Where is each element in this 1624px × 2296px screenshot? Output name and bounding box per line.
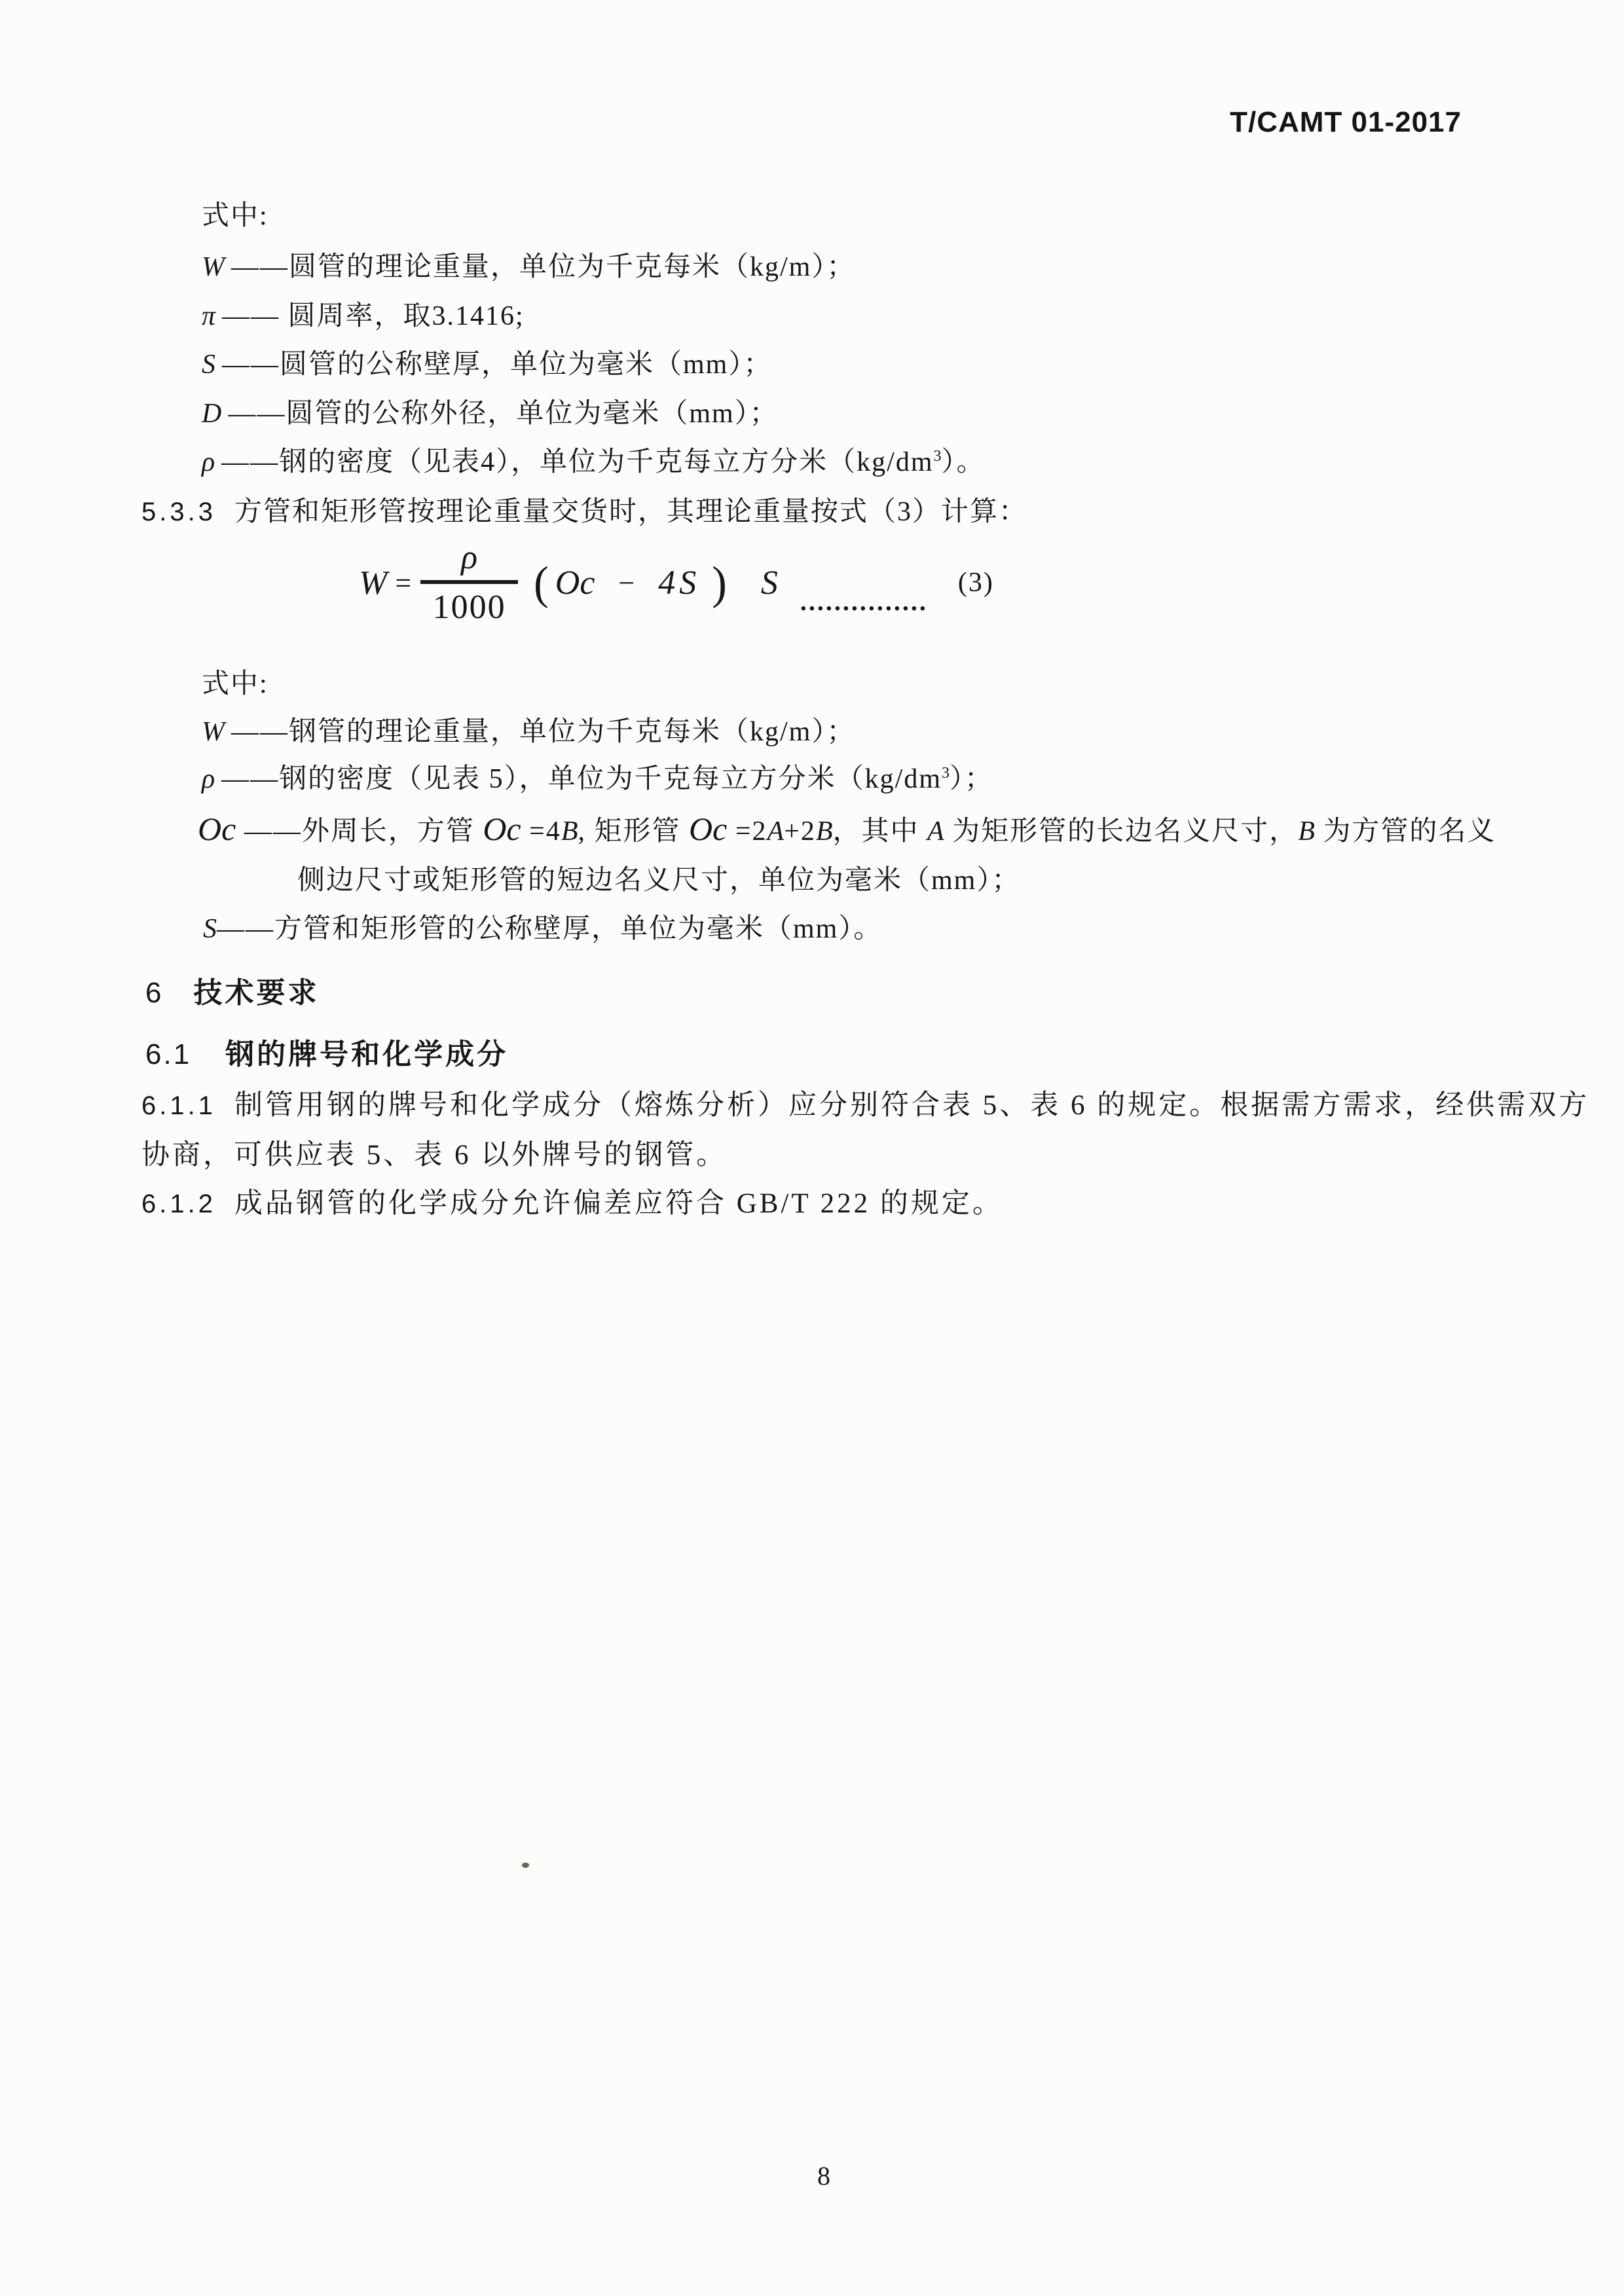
variable-a: A	[767, 816, 784, 847]
text: 为矩形管的长边名义尺寸，	[944, 816, 1299, 847]
superscript-3: 3	[942, 765, 950, 782]
fraction-numerator: ρ	[420, 541, 518, 584]
definition-s-circular	[202, 349, 772, 380]
clause-6-1-1-line-1	[141, 1089, 1589, 1121]
definition-w-pipe	[202, 716, 855, 748]
definition-text: ——圆管的公称外径，单位为毫米（mm）；	[228, 399, 779, 429]
symbol-oc: Oc	[198, 811, 236, 847]
definition-rho-2	[202, 763, 993, 795]
definition-text: ——钢的密度（见表4），单位为千克每立方分米（kg/dm	[221, 447, 934, 477]
clause-text: 成品钢管的化学成分允许偏差应符合 GB/T 222 的规定。	[234, 1188, 1003, 1219]
definition-text-end: ）。	[941, 447, 986, 477]
equation-lhs: W	[359, 564, 388, 602]
definition-oc	[198, 811, 1496, 848]
text: ——外周长，方管	[236, 816, 483, 847]
symbol-rho: ρ	[202, 764, 215, 794]
text: ，其中	[832, 816, 928, 847]
symbol-s: S	[203, 914, 217, 944]
standard-number: T/CAMT 01-2017	[1230, 106, 1462, 138]
section-title: 钢的牌号和化学成分	[225, 1038, 509, 1070]
text: +2	[784, 816, 816, 847]
text: =4	[521, 816, 561, 847]
definition-text: ——方管和矩形管的公称壁厚，单位为毫米（mm）。	[217, 914, 883, 944]
symbol-oc: Oc	[483, 811, 521, 847]
definition-text: ——钢的密度（见表 5），单位为千克每立方分米（kg/dm	[221, 764, 942, 794]
clause-number: 5.3.3	[141, 498, 216, 526]
term-4s: 4S	[658, 564, 701, 602]
section-6-heading	[145, 977, 319, 1010]
fraction-denominator: 1000	[432, 589, 506, 626]
symbol-s: S	[202, 350, 215, 380]
definition-s-square	[203, 913, 882, 945]
symbol-rho: ρ	[202, 447, 215, 477]
fraction	[420, 541, 518, 625]
clause-text: 方管和矩形管按理论重量交货时，其理论重量按式（3）计算：	[234, 497, 1027, 527]
text: 为方管的名义	[1314, 816, 1496, 847]
page-number: 8	[817, 2161, 830, 2191]
clause-number: 6.1.1	[141, 1091, 216, 1120]
variable-b: B	[561, 816, 578, 847]
open-paren: (	[534, 556, 549, 609]
equation-3	[359, 541, 994, 625]
variable-b: B	[1298, 816, 1315, 847]
equation-number: (3)	[957, 568, 994, 598]
scan-speck	[522, 1863, 529, 1868]
definition-d-circular	[202, 398, 779, 429]
definition-rho-1	[202, 446, 986, 478]
definition-text: ——圆管的理论重量，单位为千克每米（kg/m）；	[231, 252, 856, 282]
symbol-d: D	[202, 399, 222, 429]
symbol-oc: Oc	[689, 811, 728, 847]
clause-number: 6.1.2	[141, 1190, 216, 1218]
where-clause-label-2: 式中:	[202, 669, 268, 699]
variable-b: B	[815, 816, 833, 847]
section-number: 6.1	[145, 1038, 192, 1070]
clause-text: 制管用钢的牌号和化学成分（熔炼分析）应分别符合表 5、表 6 的规定。根据需方需求，经供需双方	[234, 1090, 1590, 1121]
equals-sign: =	[395, 566, 412, 599]
section-title: 技术要求	[193, 977, 320, 1009]
definition-text-end: ）；	[950, 764, 994, 794]
superscript-3: 3	[933, 448, 942, 465]
text: =2	[727, 816, 767, 847]
close-paren: )	[712, 556, 727, 609]
section-number: 6	[145, 977, 164, 1009]
section-6-1-heading	[145, 1038, 508, 1072]
variable-s: S	[760, 564, 778, 602]
symbol-w: W	[202, 717, 225, 747]
minus-sign: −	[618, 566, 635, 599]
definition-pi	[202, 301, 525, 332]
clause-6-1-2	[141, 1188, 1003, 1220]
symbol-w: W	[202, 252, 225, 282]
dot-leader: ...............	[800, 587, 928, 616]
where-clause-label-1: 式中:	[202, 201, 268, 231]
variable-oc: Oc	[555, 564, 595, 602]
text: , 矩形管	[578, 816, 689, 847]
definition-text: ——钢管的理论重量，单位为千克每米（kg/m）；	[231, 717, 856, 747]
clause-6-1-1-line-2: 协商，可供应表 5、表 6 以外牌号的钢管。	[141, 1140, 728, 1171]
definition-text: ——圆管的公称壁厚，单位为毫米（mm）；	[222, 350, 773, 380]
variable-a: A	[927, 816, 944, 847]
definition-oc-continuation: 侧边尺寸或矩形管的短边名义尺寸，单位为毫米（mm）；	[297, 866, 1021, 896]
symbol-pi: π	[202, 301, 216, 331]
definition-text: —— 圆周率，取3.1416;	[222, 301, 525, 331]
clause-5-3-3	[141, 496, 1027, 528]
definition-w-circular	[202, 251, 855, 283]
